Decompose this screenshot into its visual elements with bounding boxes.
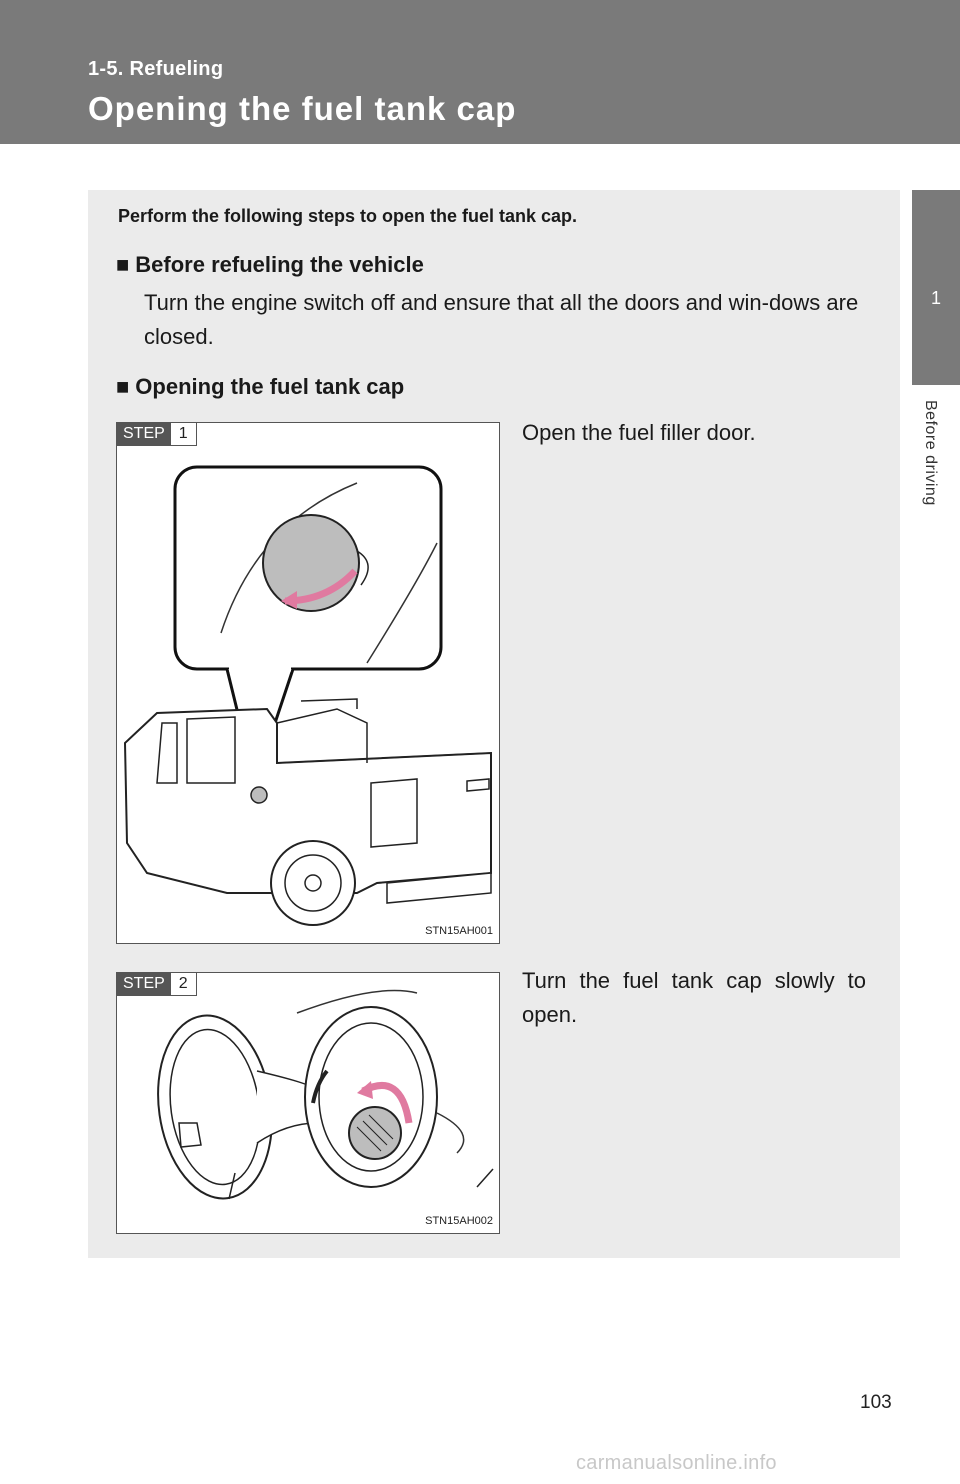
- step-1-text: Open the fuel filler door.: [522, 420, 756, 445]
- step-1-badge-word: STEP: [117, 423, 171, 445]
- chapter-tab-number: 1: [930, 288, 941, 308]
- step-1-badge-number: 1: [171, 423, 196, 445]
- square-bullet-icon: ■: [116, 252, 130, 277]
- page-number: 103: [860, 1392, 892, 1413]
- square-bullet-icon: ■: [116, 374, 130, 399]
- truck-fuel-door-illustration: [117, 423, 500, 944]
- step-2-text: Turn the fuel tank cap slowly to open.: [522, 968, 866, 1027]
- subheading-before-refueling-label: Before refueling the vehicle: [135, 252, 424, 277]
- step-1-badge: [117, 423, 197, 446]
- step-1-figure-code: STN15AH001: [425, 925, 493, 937]
- intro-text: Perform the following steps to open the fuel tank cap.: [118, 206, 578, 226]
- chapter-tab-label: Before driving: [922, 400, 939, 506]
- step-1-figure: [116, 422, 500, 944]
- watermark: carmanualsonline.info: [576, 1452, 777, 1474]
- step-2-figure-code: STN15AH002: [425, 1215, 493, 1227]
- step-2-figure: [116, 972, 500, 1234]
- page-title: Opening the fuel tank cap: [88, 90, 517, 127]
- subheading-opening-cap-label: Opening the fuel tank cap: [135, 374, 405, 399]
- subheading-opening-cap: [116, 374, 404, 400]
- section-label: 1-5. Refueling: [88, 58, 224, 80]
- step-2-badge-word: STEP: [117, 973, 171, 995]
- fuel-cap-illustration: [117, 973, 500, 1234]
- step-2-badge-number: 2: [171, 973, 196, 995]
- before-refueling-text: Turn the engine switch off and ensure that all the doors and win-dows are closed.: [144, 290, 859, 349]
- subheading-before-refueling: [116, 252, 424, 278]
- step-2-badge: [117, 973, 197, 996]
